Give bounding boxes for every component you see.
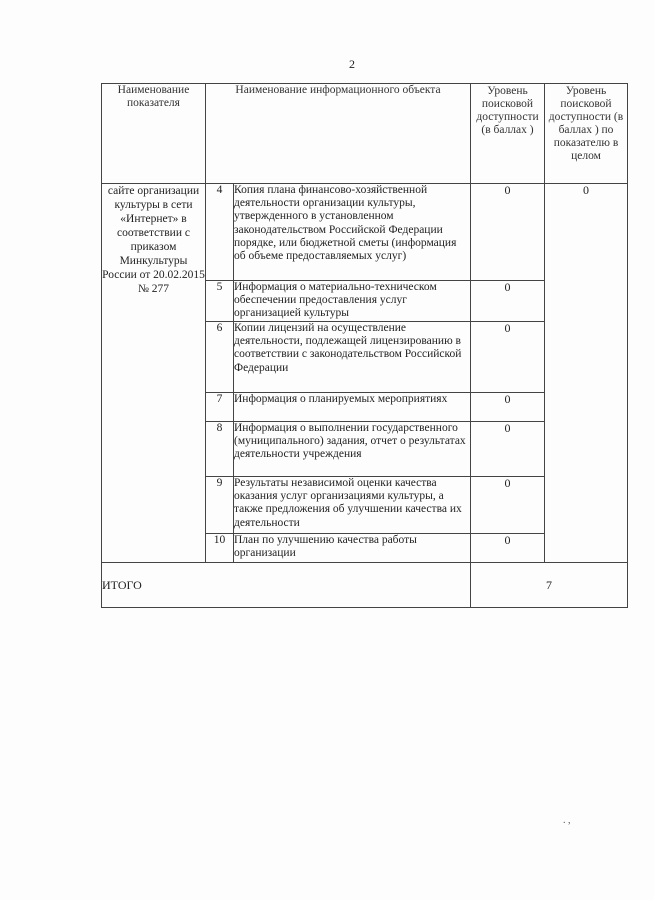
total-value: 7 <box>471 563 628 608</box>
scan-mark: . , <box>563 815 571 826</box>
row-score: 0 <box>471 393 545 422</box>
total-row <box>102 563 628 608</box>
indicator-cell: сайте организации культуры в сети «Интернет» в соответствии с приказом Минкультуры России от 20.02.2015 № 277 <box>102 184 206 563</box>
object-text: Результаты независимой оценки качества оказания услуг организациями культуры, а также предложения об улучшении качества их деятельности <box>234 477 471 534</box>
row-number: 9 <box>206 477 234 534</box>
header-object: Наименование информационного объекта <box>206 84 471 184</box>
total-label: ИТОГО <box>102 563 471 608</box>
row-number: 5 <box>206 281 234 322</box>
object-text: Копии лицензий на осуществление деятельности, подлежащей лицензированию в соответствии с законодательством Российской Федерации <box>234 322 471 393</box>
row-score: 0 <box>471 322 545 393</box>
object-text: Информация о планируемых мероприятиях <box>234 393 471 422</box>
table-header-row <box>102 84 628 184</box>
row-score: 0 <box>471 281 545 322</box>
header-indicator: Наименование показателя <box>102 84 206 184</box>
object-text: Информация о материально-техническом обеспечении предоставления услуг организацией культуры <box>234 281 471 322</box>
row-number: 10 <box>206 534 234 563</box>
row-number: 6 <box>206 322 234 393</box>
row-score: 0 <box>471 184 545 281</box>
row-score: 0 <box>471 477 545 534</box>
object-text: Информация о выполнении государственного (муниципального) задания, отчет о результатах деятельности учреждения <box>234 422 471 477</box>
object-text: План по улучшению качества работы организации <box>234 534 471 563</box>
row-number: 8 <box>206 422 234 477</box>
row-score: 0 <box>471 534 545 563</box>
header-level: Уровень поисковой доступности (в баллах ) <box>471 84 545 184</box>
evaluation-table <box>101 83 628 608</box>
page-number: 2 <box>349 57 355 71</box>
row-number: 7 <box>206 393 234 422</box>
row-score: 0 <box>471 422 545 477</box>
object-text: Копия плана финансово-хозяйственной деятельности организации культуры, утвержденного в установленном законодательством Российской Федерации порядке, или бюджетной сметы (информация об объеме предоставляемых услуг) <box>234 184 471 281</box>
row-number: 4 <box>206 184 234 281</box>
group-score: 0 <box>545 184 628 563</box>
table-row <box>102 184 628 281</box>
header-level-total: Уровень поисковой доступности (в баллах ) по показателю в целом <box>545 84 628 184</box>
